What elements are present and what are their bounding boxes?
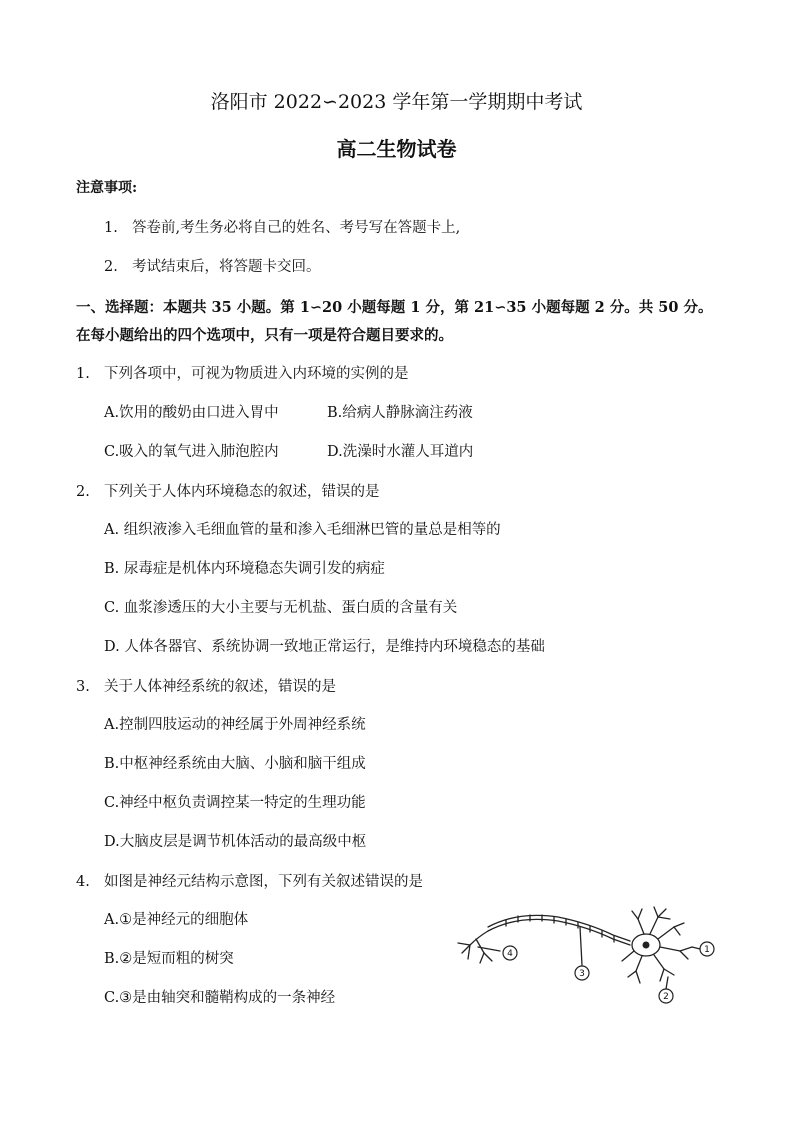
notice-item (104, 216, 460, 237)
notice-item (104, 255, 321, 276)
option-b: B.给病人静脉滴注药液 (327, 405, 473, 421)
option-c: C.吸入的氧气进入肺泡腔内 (104, 444, 279, 460)
neuron-diagram (448, 905, 728, 1015)
section-instructions-line1: 一、选择题：本题共 35 小题。第 1∽20 小题每题 1 分，第 21∽35 小题每题 2 分。共 50 分。 (76, 299, 713, 316)
option-d: D.大脑皮层是调节机体活动的最高级中枢 (104, 834, 367, 850)
notice-item-text: 考试结束后，将答题卡交回。 (132, 259, 321, 275)
question-stem (76, 480, 380, 501)
option-a: A. 组织液渗入毛细血管的量和渗入毛细淋巴管的量总是相等的 (104, 522, 501, 538)
question-stem (76, 870, 423, 891)
option-c: C. 血浆渗透压的大小主要与无机盐、蛋白质的含量有关 (104, 600, 458, 616)
section-instructions-line2: 在每小题给出的四个选项中，只有一项是符合题目要求的。 (76, 327, 453, 344)
option-a: A.①是神经元的细胞体 (104, 912, 249, 928)
notice-heading: 注意事项: (76, 180, 138, 196)
option-a: A.控制四肢运动的神经属于外周神经系统 (104, 717, 366, 733)
question-text: 下列关于人体内环境稳态的叙述，错误的是 (104, 484, 380, 500)
option-b: B.②是短而粗的树突 (104, 951, 234, 967)
option-b: B.中枢神经系统由大脑、小脑和脑干组成 (104, 756, 366, 772)
question-text: 关于人体神经系统的叙述，错误的是 (104, 679, 336, 695)
exam-subtitle: 高二生物试卷 (336, 137, 457, 161)
label-2: 2 (663, 992, 669, 1002)
question-stem (76, 675, 336, 696)
question-text: 下列各项中，可视为物质进入内环境的实例的是 (104, 366, 409, 382)
option-a: A.饮用的酸奶由口进入胃中 (104, 405, 279, 421)
option-b: B. 尿毒症是机体内环境稳态失调引发的病症 (104, 561, 385, 577)
exam-title: 洛阳市 2022∽2023 学年第一学期期中考试 (210, 91, 583, 113)
option-c: C.③是由轴突和髓鞘构成的一条神经 (104, 990, 336, 1006)
question-number: 2. (76, 484, 90, 500)
notice-item-num: 2. (104, 259, 118, 275)
option-c: C.神经中枢负责调控某一特定的生理功能 (104, 795, 366, 811)
question-number: 3. (76, 679, 90, 695)
question-stem (76, 362, 409, 383)
option-d: D.洗澡时水灌人耳道内 (327, 444, 474, 460)
notice-item-text: 答卷前,考生务必将自己的姓名、考号写在答题卡上, (132, 220, 461, 236)
notice-item-num: 1. (104, 220, 118, 236)
question-number: 1. (76, 366, 90, 382)
label-1: 1 (704, 945, 710, 955)
question-text: 如图是神经元结构示意图，下列有关叙述错误的是 (104, 874, 423, 890)
question-number: 4. (76, 874, 90, 890)
label-4: 4 (507, 949, 513, 959)
label-3: 3 (579, 969, 585, 979)
option-d: D. 人体各器官、系统协调一致地正常运行，是维持内环境稳态的基础 (104, 639, 545, 655)
